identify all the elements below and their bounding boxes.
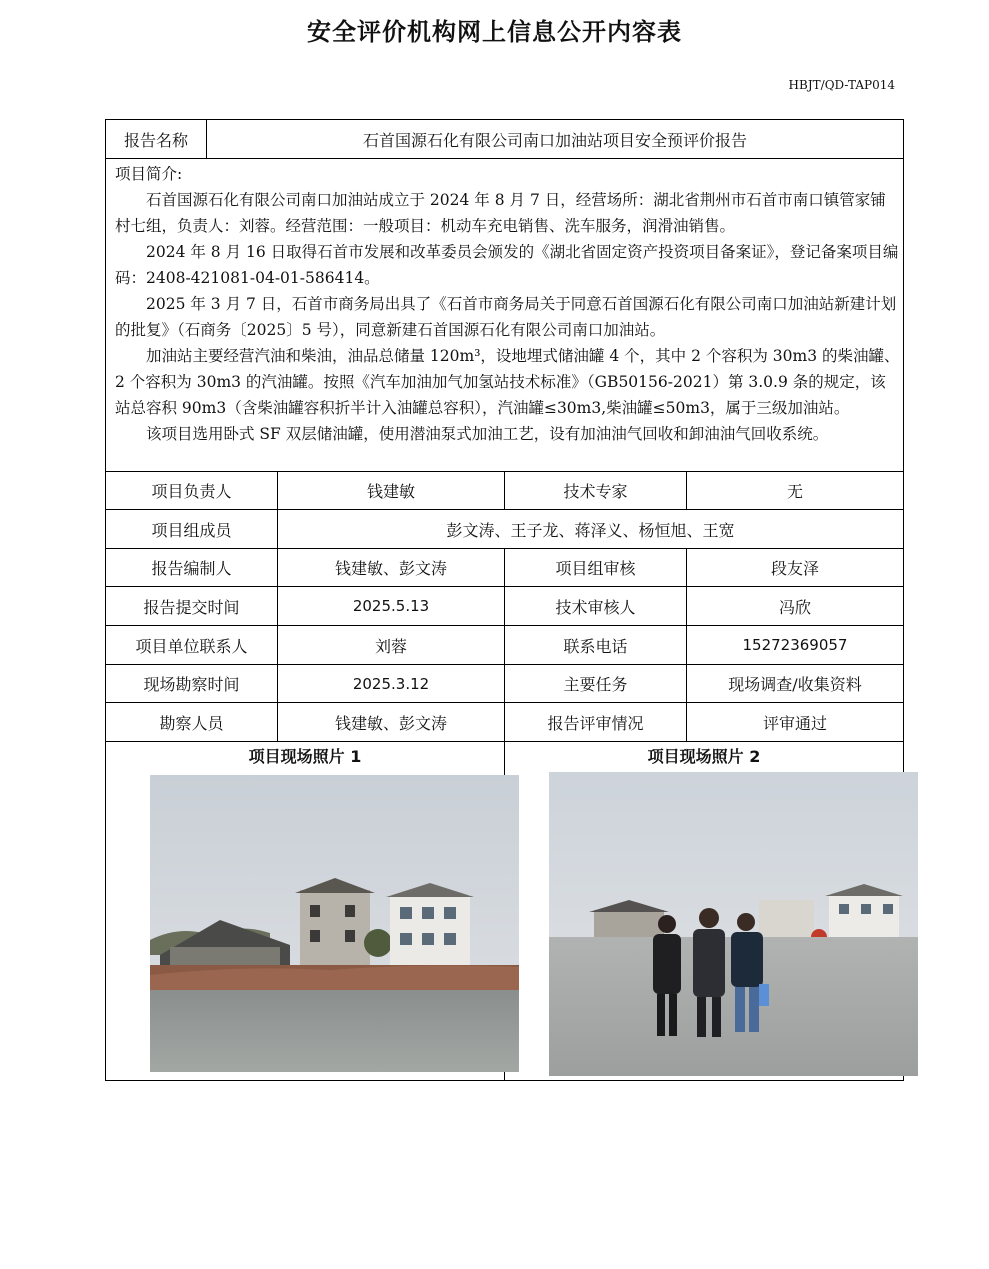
team-review-value: 段友泽 (770, 559, 819, 578)
technical-reviewer-label: 技术审核人 (555, 597, 636, 617)
project-leader-label: 项目负责人 (151, 482, 232, 501)
report-author-value: 钱建敏、彭文涛 (334, 559, 447, 578)
intro-paragraph: 2024 年 8 月 16 日取得石首市发展和改革委员会颁发的《湖北省固定资产投资项目备案证》，登记备案项目编码：2408-421081-04-01-586414。 (115, 243, 899, 287)
technical-reviewer-value: 冯欣 (778, 597, 811, 617)
submission-date-label: 报告提交时间 (143, 597, 240, 617)
intro-heading: 项目简介: (115, 165, 183, 183)
document-code: HBJT/QD-TAP014 (788, 78, 895, 92)
submission-date-value: 2025.5.13 (352, 597, 430, 615)
contact-person-value: 刘蓉 (374, 636, 407, 656)
technical-expert-value: 无 (786, 482, 803, 501)
site-photo-2 (549, 772, 918, 1076)
main-task-label: 主要任务 (563, 675, 628, 694)
intro-paragraph: 加油站主要经营汽油和柴油，油品总储量 120m³，设地埋式储油罐 4 个，其中 2 个容积为 30m3 的柴油罐、2 个容积为 30m3 的汽油罐。按照《汽车加油加气加氢站技术标准》（GB50156-2021）第 3.0.9 条的规定，该站总容积 90m3（含柴油罐容积折半计入油罐总容积），汽油罐≤30m3,柴油罐≤50m3，属于三级加油站。 (115, 347, 900, 417)
photo-2-label: 项目现场照片 2 (647, 747, 761, 766)
contact-person-label: 项目单位联系人 (135, 636, 248, 656)
site-photo-1 (150, 775, 519, 1072)
main-task-value: 现场调查/收集资料 (728, 675, 862, 694)
project-leader-value: 钱建敏 (366, 482, 415, 501)
intro-paragraph: 该项目选用卧式 SF 双层储油罐，使用潜油泵式加油工艺，设有加油油气回收和卸油油气回收系统。 (146, 425, 829, 443)
review-status-label: 报告评审情况 (547, 713, 644, 733)
photo-1-label: 项目现场照片 1 (248, 747, 362, 766)
intro-paragraph: 石首国源石化有限公司南口加油站成立于 2024 年 8 月 7 日，经营场所：湖北省荆州市石首市南口镇管家铺村七组，负责人：刘蓉。经营范围：一般项目：机动车充电销售、洗车服务，润滑油销售。 (115, 191, 886, 235)
survey-staff-label: 勘察人员 (159, 713, 224, 733)
review-status-value: 评审通过 (762, 713, 827, 733)
project-introduction (115, 161, 900, 447)
team-review-label: 项目组审核 (555, 559, 636, 578)
team-members-value: 彭文涛、王子龙、蒋泽义、杨恒旭、王宽 (446, 520, 735, 540)
survey-date-value: 2025.3.12 (352, 674, 430, 693)
report-name-label: 报告名称 (123, 130, 188, 150)
report-author-label: 报告编制人 (151, 559, 232, 578)
report-name-value: 石首国源石化有限公司南口加油站项目安全预评价报告 (362, 130, 747, 150)
phone-value: 15272369057 (742, 636, 848, 654)
survey-date-label: 现场勘察时间 (143, 675, 240, 694)
team-members-label: 项目组成员 (151, 520, 232, 540)
survey-staff-value: 钱建敏、彭文涛 (334, 713, 447, 733)
technical-expert-label: 技术专家 (563, 482, 628, 501)
intro-paragraph: 2025 年 3 月 7 日，石首市商务局出具了《石首市商务局关于同意石首国源石化有限公司南口加油站新建计划的批复》（石商务〔2025〕5 号），同意新建石首国源石化有限公司南口加油站。 (115, 295, 897, 339)
phone-label: 联系电话 (563, 636, 628, 656)
page-title: 安全评价机构网上信息公开内容表 (307, 18, 682, 46)
